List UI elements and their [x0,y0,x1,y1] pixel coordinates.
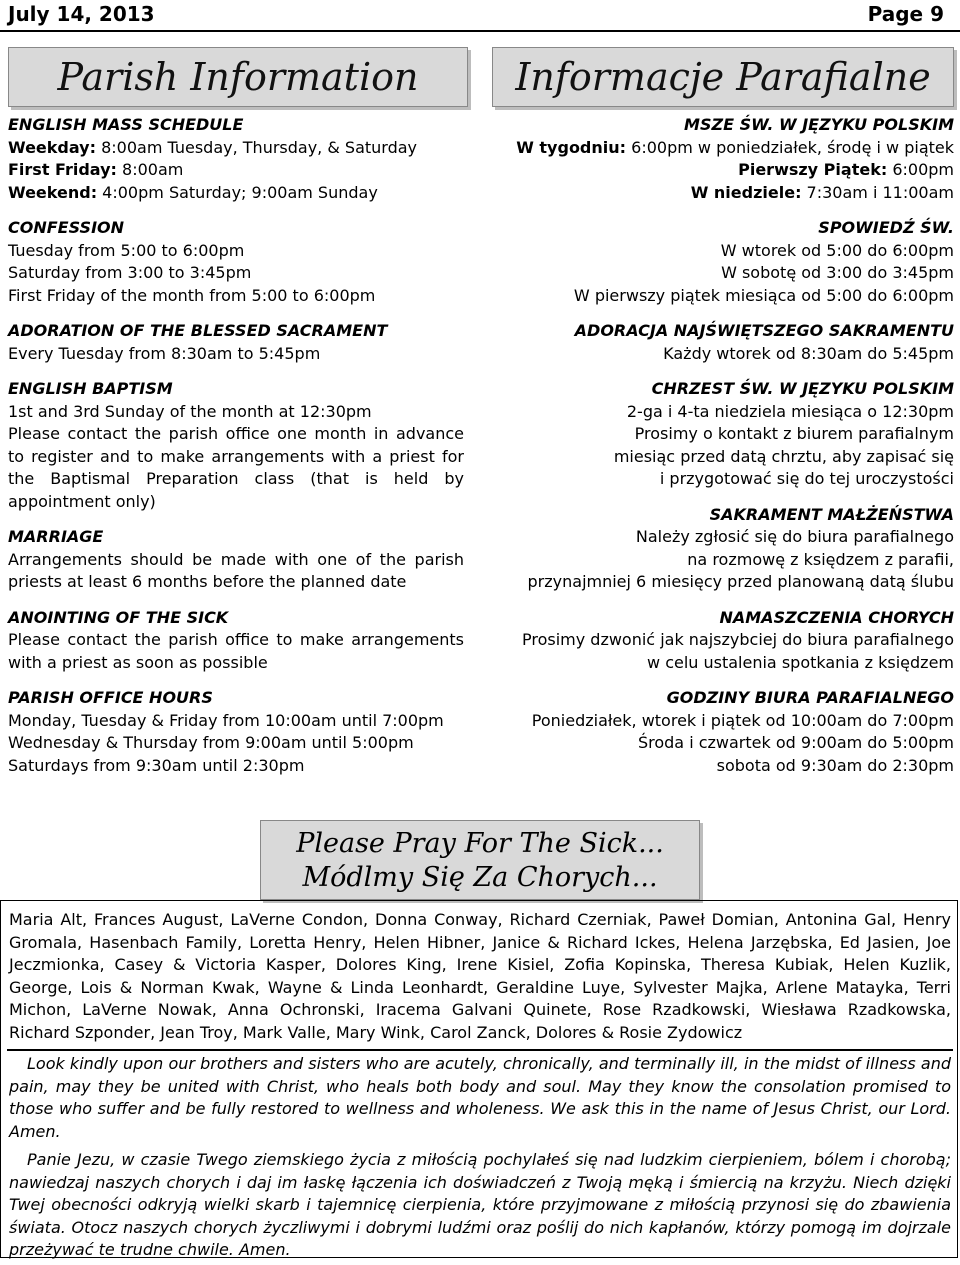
adoration-line: Każdy wtorek od 8:30am do 5:45pm [663,343,954,363]
baptism-line: 2-ga i 4-ta niedziela miesiąca o 12:30pm [626,401,954,421]
header-rule [0,30,960,32]
confession-line: Tuesday from 5:00 to 6:00pm [8,240,245,260]
confession-line: W wtorek od 5:00 do 6:00pm [720,240,954,260]
baptism-line: 1st and 3rd Sunday of the month at 12:30pm [8,401,372,421]
page-header [0,0,960,28]
pray-title-en: Please Pray For The Sick... [296,828,664,859]
section-title: MARRIAGE [8,527,104,546]
section-title: ENGLISH BAPTISM [8,379,173,398]
divider [7,1049,953,1051]
anointing-line: w celu ustalenia spotkania z księdzem [647,652,954,672]
confession-line: First Friday of the month from 5:00 to 6:00pm [8,285,376,305]
office-hours-line: Poniedziałek, wtorek i piątek od 10:00am do 7:00pm [531,710,954,730]
prayer-polish: Panie Jezu, w czasie Twego ziemskiego życia z miłością pochylałeś się nad ludzkim cierpieniem, bólem i chorobą; nawiedzaj naszych chorych i daj im łaskę łączenia ich doświadczeń z Twoją męką i śmiercią na krzyżu. Niech dzięki Twej obecności odkryją wielki skarb i tajemnicę cierpienia, które przyjmowane z miłością przynosi się do zbawienia świata. Otocz naszych chorych życzliwymi i dobrymi ludźmi oraz poślij do nich kapłanów, którzy pomogą im dojrzale przeżywać te trudne chwile. Amen. [9,1150,951,1259]
english-column [8,114,464,790]
pray-for-sick-title [260,820,700,900]
pray-title-pl: Módlmy Się Za Chorych... [302,862,658,893]
office-hours-line: Monday, Tuesday & Friday from 10:00am until 7:00pm [8,710,444,730]
weekday-line: W tygodniu: 6:00pm w poniedziałek, środę i w piątek [516,137,954,157]
issue-date: July 14, 2013 [8,2,155,26]
parish-information-title: Parish Information [8,47,468,107]
office-hours-line: sobota od 9:30am do 2:30pm [716,755,954,775]
malzenstwo-section [492,504,954,594]
section-title: SPOWIEDŹ ŚW. [818,218,954,237]
page-number: Page 9 [867,2,944,26]
mass-schedule-section [8,114,464,204]
office-hours-line: Saturdays from 9:30am until 2:30pm [8,755,305,775]
adoration-section [8,320,464,365]
sick-list-box [0,900,958,1258]
prayer-english: Look kindly upon our brothers and sisters who are acutely, chronically, and terminally ill, in the midst of illness and pain, may they be united with Christ, who heals both body and soul. May they know the consolation promised to those who suffer and be fully restored to wellness and wholeness. We ask this in the name of Jesus Christ, our Lord. Amen. [9,1054,951,1141]
anointing-section [8,607,464,675]
marriage-line: na rozmowę z księdzem z parafii, [687,549,954,569]
office-hours-line: Środa i czwartek od 9:00am do 5:00pm [637,733,954,752]
baptism-text: Please contact the parish office one month in advance to register and to make arrangements with a priest for the Baptismal Preparation class (that is held by appointment only) [8,424,464,511]
weekday-line: Weekday: 8:00am Tuesday, Thursday, & Saturday [8,137,418,157]
polish-column [492,114,954,790]
section-title: ANOINTING OF THE SICK [8,607,229,627]
sick-names-list: Maria Alt, Frances August, LaVerne Condon, Donna Conway, Richard Czerniak, Paweł Domian, Antonina Gal, Henry Gromala, Hasenbach Family, Loretta Henry, Helen Hibner, Janice & Richard Ickes, Helena Jarzębska, Ed Jasien, Joe Jeczmionka, Casey & Victoria Kasper, Dolores King, Irene Kisiel, Zofia Kopinska, Theresa Kubiak, Helen Kuzlik, George, Lois & Norman Kwak, Wayne & Linda Leonhardt, Geraldine Luye, Sylvester Majka, Arlene Matayka, Terri Michon, LaVerne Nowak, Anna Ochronski, Iracema Galvani Quinete, Rose Rzadkowski, Wiesława Rzadkowska, Richard Szponder, Jean Troy, Mark Valle, Mary Wink, Carol Zanck, Dolores & Rosie Zydowicz [9,910,951,1042]
section-title: ENGLISH MASS SCHEDULE [8,115,244,134]
namaszczenia-section [492,607,954,675]
section-title: CHRZEST ŚW. W JĘZYKU POLSKIM [651,379,954,398]
marriage-text: Arrangements should be made with one of the parish priests at least 6 months before the planned date [8,549,464,591]
confession-line: Saturday from 3:00 to 3:45pm [8,263,252,282]
informacje-parafialne-title: Informacje Parafialne [492,47,954,107]
adoration-line: Every Tuesday from 8:30am to 5:45pm [8,343,321,363]
section-title: GODZINY BIURA PARAFIALNEGO [666,688,954,707]
first-friday-line: First Friday: 8:00am [8,160,184,179]
section-title: SAKRAMENT MAŁŻEŃSTWA [709,504,954,524]
weekend-line: W niedziele: 7:30am i 11:00am [690,182,954,202]
section-title: PARISH OFFICE HOURS [8,688,213,707]
baptism-line: Prosimy o kontakt z biurem parafialnym [634,424,954,443]
section-title: ADORATION OF THE BLESSED SACRAMENT [8,321,388,340]
adoracja-section [492,320,954,365]
msze-section [492,114,954,204]
confession-section [8,217,464,307]
baptism-line: i przygotować się do tej uroczystości [659,469,954,488]
section-title: NAMASZCZENIA CHORYCH [719,607,954,627]
anointing-line: Prosimy dzwonić jak najszybciej do biura parafialnego [521,630,954,649]
office-hours-line: Wednesday & Thursday from 9:00am until 5:00pm [8,733,414,752]
weekend-line: Weekend: 4:00pm Saturday; 9:00am Sunday [8,182,378,202]
anointing-text: Please contact the parish office to make arrangements with a priest as soon as possible [8,630,464,672]
godziny-biura-section [492,687,954,777]
office-hours-section [8,687,464,777]
spowiedz-section [492,217,954,307]
section-title: MSZE ŚW. W JĘZYKU POLSKIM [684,115,954,134]
baptism-section [8,378,464,513]
section-title: CONFESSION [8,218,125,237]
confession-line: W sobotę od 3:00 do 3:45pm [721,263,954,282]
confession-line: W pierwszy piątek miesiąca od 5:00 do 6:00pm [573,285,954,305]
section-title: ADORACJA NAJŚWIĘTSZEGO SAKRAMENTU [574,321,954,340]
marriage-line: przynajmniej 6 miesięcy przed planowaną datą ślubu [527,572,954,591]
marriage-section [8,526,464,594]
marriage-line: Należy zgłosić się do biura parafialnego [635,527,954,546]
first-friday-line: Pierwszy Piątek: 6:00pm [738,160,954,179]
chrzest-section [492,378,954,491]
baptism-line: miesiąc przed datą chrztu, aby zapisać się [613,446,954,466]
